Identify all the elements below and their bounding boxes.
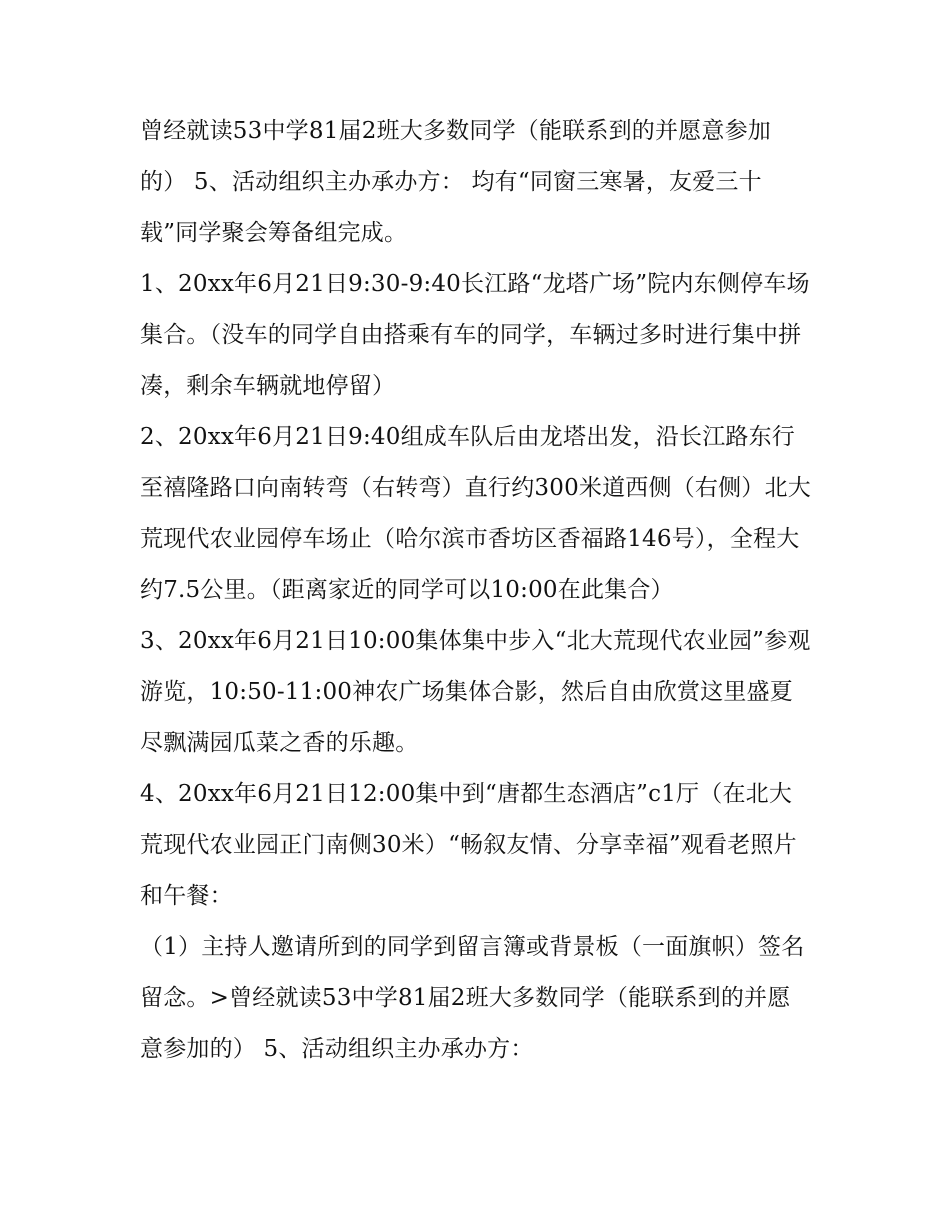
paragraph-step-2: 2、20xx年6月21日9:40组成车队后由龙塔出发，沿长江路东行至禧隆路口向南转弯（右转弯）直行约300米道西侧（右侧）北大荒现代农业园停车场止（哈尔滨市香坊区香福路146号），全程大约7.5公里。（距离家近的同学可以10:00在此集合） xyxy=(140,424,811,603)
paragraph-step-1: 1、20xx年6月21日9:30-9:40长江路“龙塔广场”院内东侧停车场集合。（没车的同学自由搭乘有车的同学，车辆过多时进行集中拼凑，剩余车辆就地停留） xyxy=(140,271,810,399)
paragraph-step-4: 4、20xx年6月21日12:00集中到“唐都生态酒店”c1厅（在北大荒现代农业园正门南侧30米）“畅叙友情、分享幸福”观看老照片和午餐： xyxy=(140,781,797,909)
document-body xyxy=(140,106,812,1075)
paragraph-participants: 曾经就读53中学81届2班大多数同学（能联系到的并愿意参加的） 5、活动组织主办承办方： 均有“同窗三寒暑，友爱三十载”同学聚会筹备组完成。 xyxy=(140,118,771,246)
paragraph-sub-item-1: （1）主持人邀请所到的同学到留言簿或背景板（一面旗帜）签名留念。>曾经就读53中学81届2班大多数同学（能联系到的并愿意参加的） 5、活动组织主办承办方： xyxy=(140,934,805,1062)
paragraph-step-3: 3、20xx年6月21日10:00集体集中步入“北大荒现代农业园”参观游览，10:50-11:00神农广场集体合影，然后自由欣赏这里盛夏尽飘满园瓜菜之香的乐趣。 xyxy=(140,628,811,756)
